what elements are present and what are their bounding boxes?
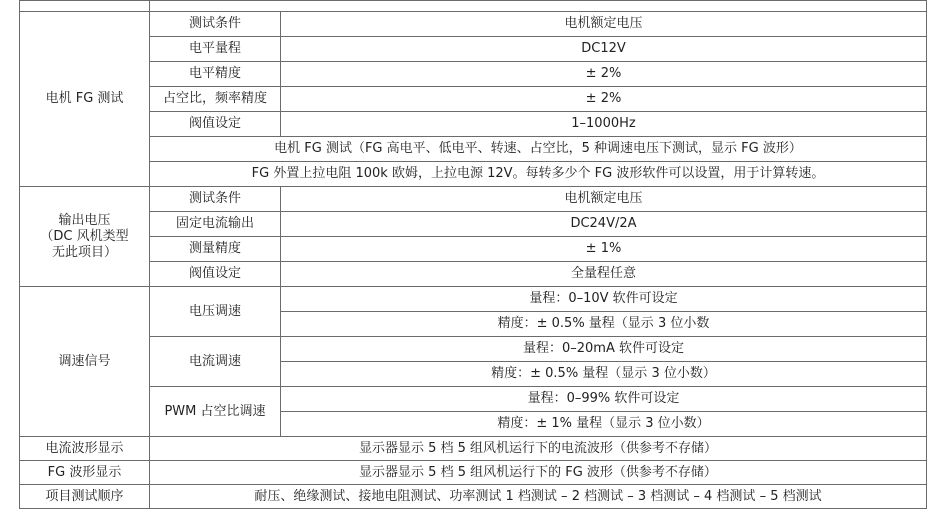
- spec-table: [19, 0, 927, 509]
- param-value: 量程：0–10V 软件可设定: [281, 287, 927, 312]
- table-row: [20, 1, 927, 12]
- param-value: DC24V/2A: [281, 212, 927, 237]
- table-row: [20, 62, 927, 87]
- param-label: 固定电流输出: [150, 212, 281, 237]
- test-order-value: 耐压、绝缘测试、接地电阻测试、功率测试 1 档测试 – 2 档测试 – 3 档测试 – 4 档测试 – 5 档测试: [254, 488, 822, 504]
- table-row: [20, 237, 927, 262]
- param-value: 1–1000Hz: [281, 112, 927, 137]
- table-row: [20, 287, 927, 312]
- table-row: [20, 112, 927, 137]
- section-label-current-wave: 电流波形显示: [20, 437, 150, 461]
- section-label-line: 输出电压: [58, 212, 111, 228]
- param-value: ± 1%: [281, 237, 927, 262]
- param-label: 阀值设定: [150, 112, 281, 137]
- table-row: [20, 37, 927, 62]
- section-label-line: （DC 风机类型: [40, 228, 129, 244]
- param-value: ± 2%: [281, 87, 927, 112]
- row-value: [150, 485, 927, 509]
- table-row: [20, 187, 927, 212]
- table-row: [20, 212, 927, 237]
- table-row: [20, 12, 927, 37]
- param-label: 电平量程: [150, 37, 281, 62]
- section-label-fg-wave: FG 波形显示: [20, 461, 150, 485]
- table-row: [20, 262, 927, 287]
- param-label: 阀值设定: [150, 262, 281, 287]
- table-row: [20, 485, 927, 509]
- param-label: 电压调速: [150, 287, 281, 337]
- section-label-output-voltage: [20, 187, 150, 287]
- param-value: 精度：± 0.5% 量程（显示 3 位小数）: [281, 362, 927, 387]
- param-value: ± 2%: [281, 62, 927, 87]
- note-cell: [150, 162, 927, 187]
- table-row: [20, 437, 927, 461]
- table-row: [20, 337, 927, 362]
- cut-off-cell: [150, 1, 927, 12]
- param-value: 全量程任意: [281, 262, 927, 287]
- motor-fg-note-2: FG 外置上拉电阻 100k 欧姆，上拉电源 12V。每转多少个 FG 波形软件可以设置，用于计算转速。: [251, 166, 825, 181]
- param-label: 测试条件: [150, 12, 281, 37]
- param-value: 精度：± 1% 量程（显示 3 位小数）: [281, 412, 927, 437]
- param-label: 占空比，频率精度: [150, 87, 281, 112]
- section-label-test-order: 项目测试顺序: [20, 485, 150, 509]
- table-row: [20, 461, 927, 485]
- param-value: DC12V: [281, 37, 927, 62]
- table-row: [20, 137, 927, 162]
- table-row: [20, 162, 927, 187]
- param-label: 电平精度: [150, 62, 281, 87]
- motor-fg-note-1: 电机 FG 测试（FG 高电平、低电平、转速、占空比，5 种调速电压下测试，显示 FG 波形）: [274, 141, 802, 156]
- note-cell: [150, 137, 927, 162]
- table-row: [20, 87, 927, 112]
- param-value: 电机额定电压: [281, 187, 927, 212]
- param-label: 电流调速: [150, 337, 281, 387]
- section-label-speed-signal: 调速信号: [20, 287, 150, 437]
- param-value: 电机额定电压: [281, 12, 927, 37]
- cut-off-cell: [20, 1, 150, 12]
- param-value: 量程：0–99% 软件可设定: [281, 387, 927, 412]
- section-label-motor-fg: 电机 FG 测试: [20, 12, 150, 187]
- param-label: 测试条件: [150, 187, 281, 212]
- row-value: 显示器显示 5 档 5 组风机运行下的 FG 波形（供参考不存储）: [150, 461, 927, 485]
- table-row: [20, 387, 927, 412]
- row-value: 显示器显示 5 档 5 组风机运行下的电流波形（供参考不存储）: [150, 437, 927, 461]
- param-value: 精度：± 0.5% 量程（显示 3 位小数: [281, 312, 927, 337]
- section-label-line: 无此项目）: [51, 244, 117, 260]
- param-value: 量程：0–20mA 软件可设定: [281, 337, 927, 362]
- param-label: PWM 占空比调速: [150, 387, 281, 437]
- param-label: 测量精度: [150, 237, 281, 262]
